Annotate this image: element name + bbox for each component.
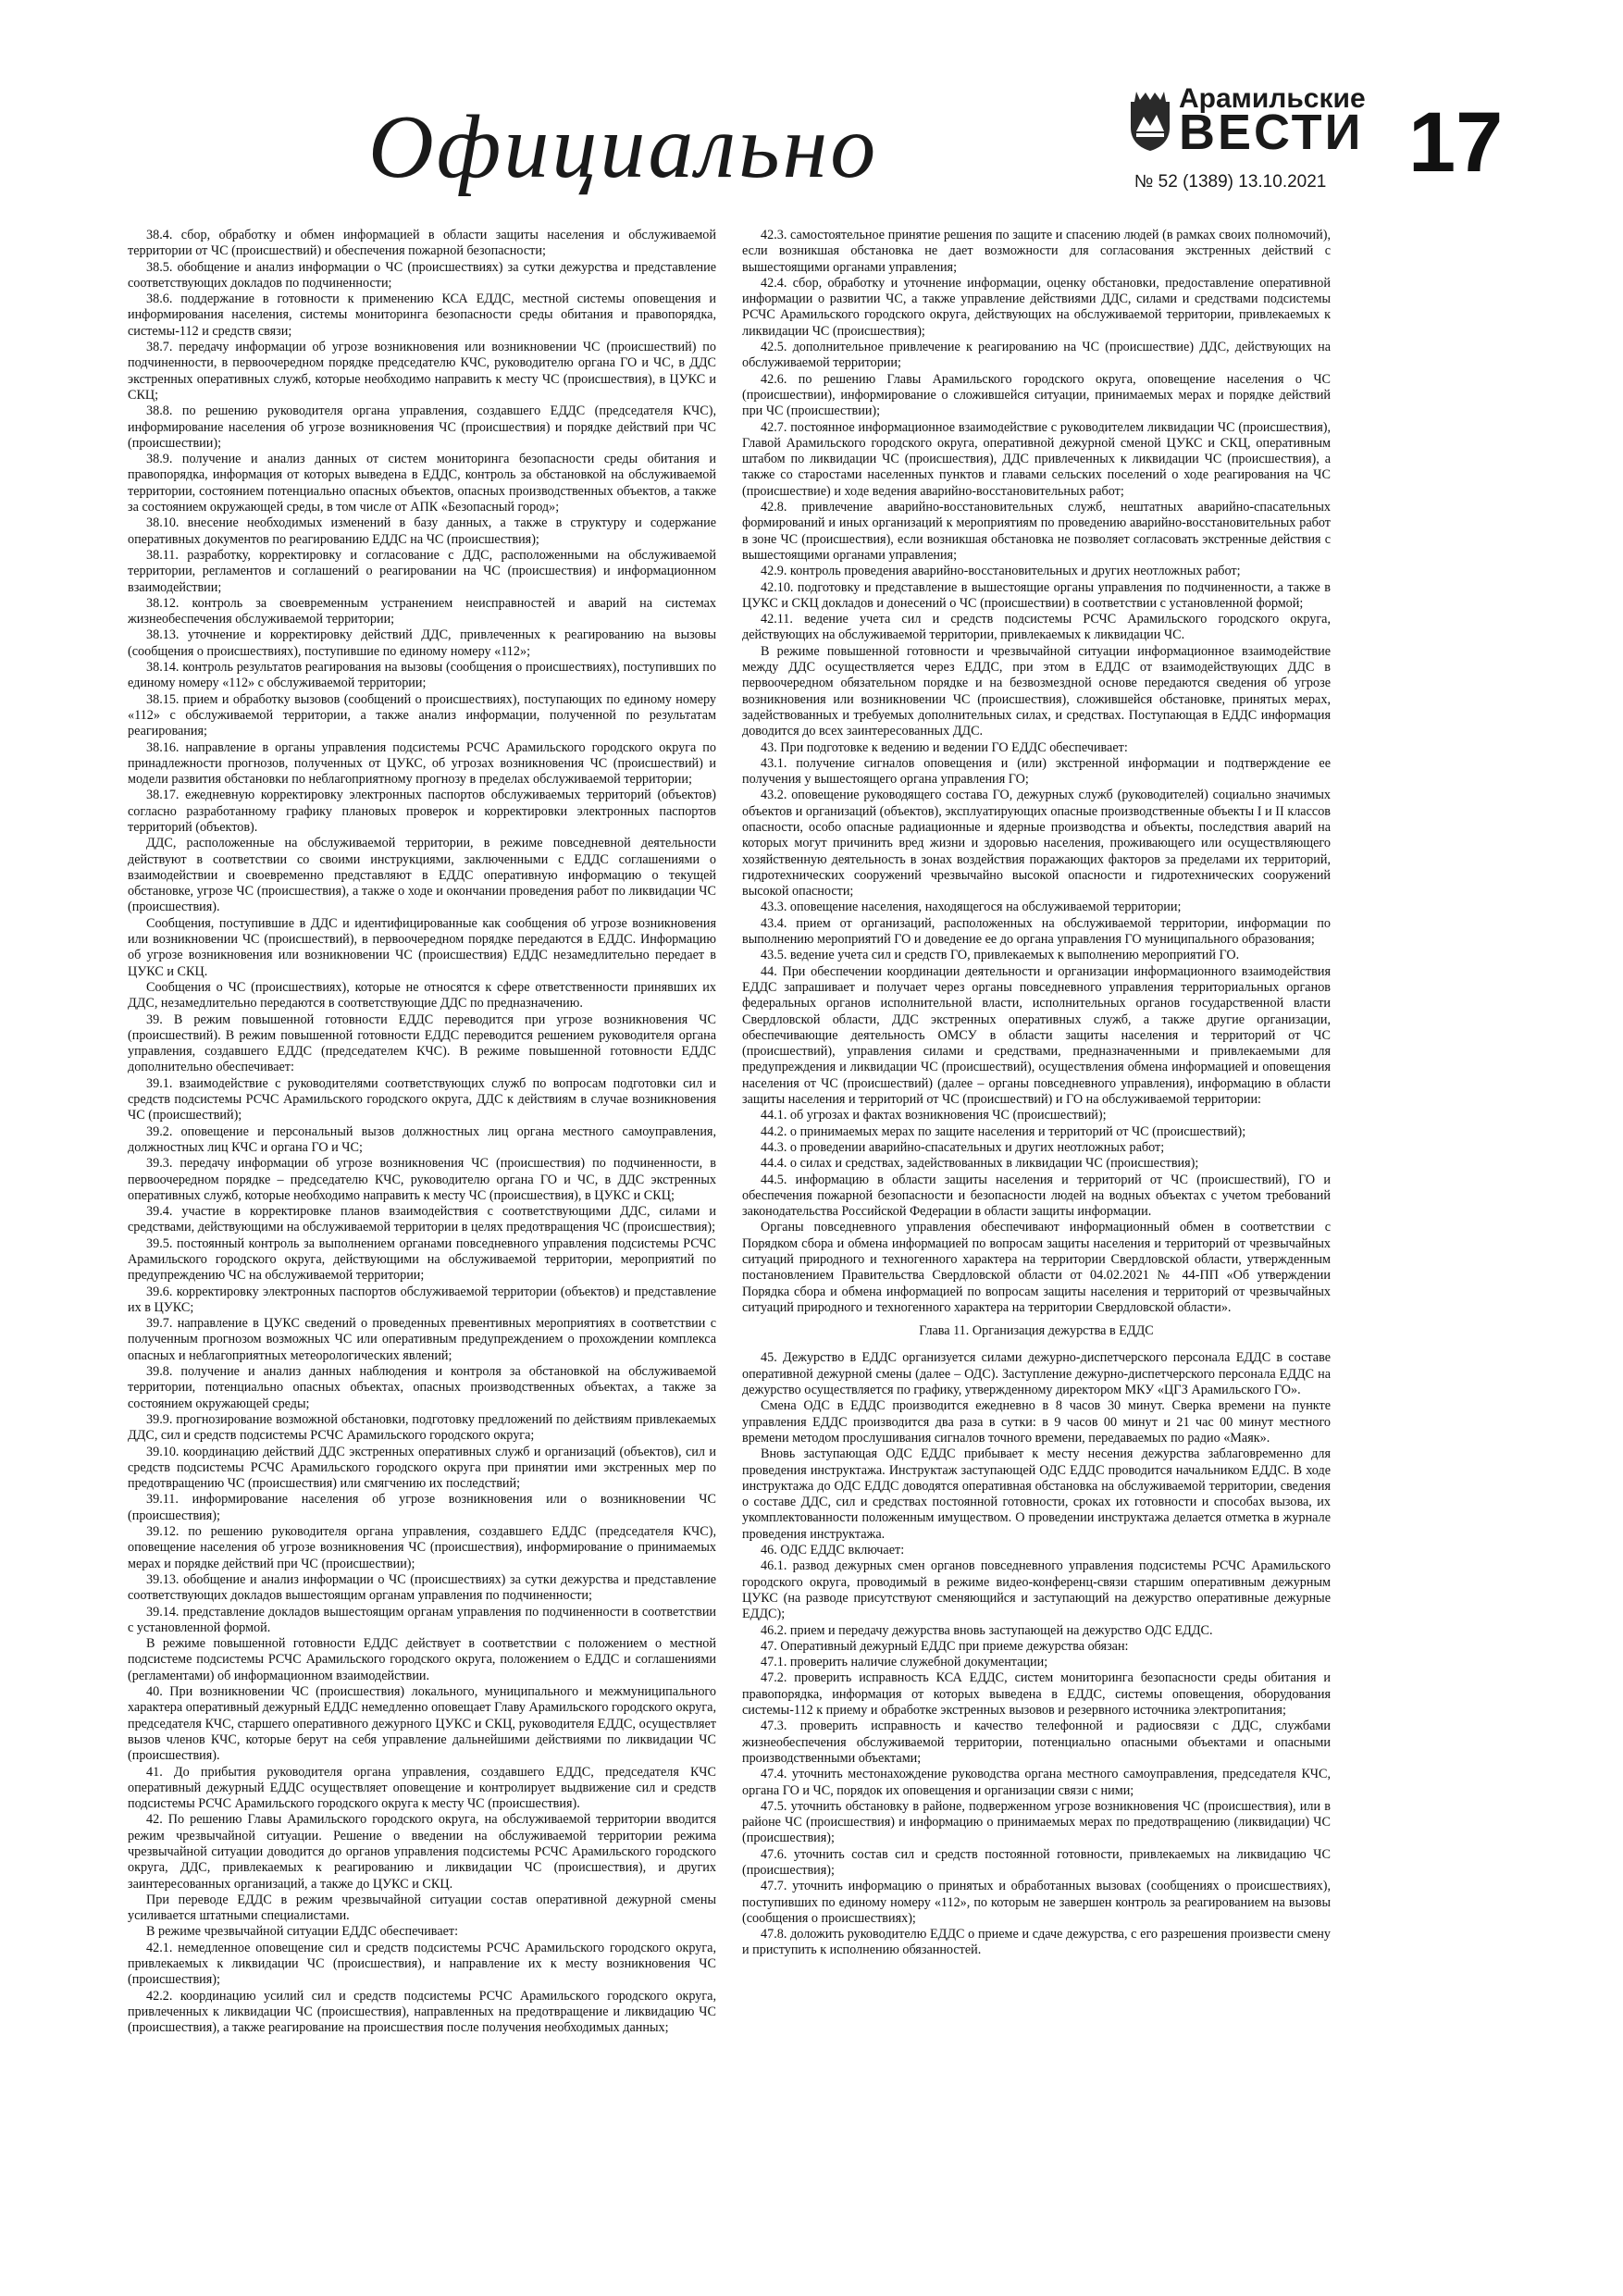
paragraph: 45. Дежурство в ЕДДС организуется силами дежурно-диспетчерского персонала ЕДДС в составе оперативной дежурной смены (далее – ОДС). Заступление дежурно-диспетчерского персонала ЕДДС на дежурство осуществляется по графику, утвержденному директором МКУ «ЦГЗ Арамильского ГО». [742,1350,1331,1398]
paragraph: 39.9. прогнозирование возможной обстановки, подготовку предложений по действиям привлекаемых ДДС, сил и средств подсистемы РСЧС Арамильского городского округа; [128,1411,716,1444]
paragraph: 39.8. получение и анализ данных наблюдения и контроля за обстановкой на обслуживаемой территории, потенциально опасных объектах, опасных производственных объектах, а также за состоянием окружающей среды; [128,1364,716,1411]
paragraph: 47.8. доложить руководителю ЕДДС о приеме и сдаче дежурства, с его разрешения произвести смену и приступить к исполнению обязанностей. [742,1927,1331,1958]
paragraph: 38.15. прием и обработку вызовов (сообщений о происшествиях), поступающих по единому номеру «112» с обслуживаемой территории, а также анализ информации, полученной по результатам реагирования; [128,691,716,739]
paragraph: 38.9. получение и анализ данных от систем мониторинга безопасности среды обитания и правопорядка, информация от которых выведена в ЕДДС, контроль за обстановкой на обслуживаемой территории, состоянием потенциально опасных объектов, опасных производственных объектов, а также за состоянием окружающей среды, в том числе от АПК «Безопасный город»; [128,452,716,515]
paragraph: Вновь заступающая ОДС ЕДДС прибывает к месту несения дежурства заблаговременно для проведения инструктажа. Инструктаж заступающей ОДС ЕДДС проводится начальником ЕДДС. В ходе инструктажа до ОДС ЕДДС доводятся оперативная обстановка на обслуживаемой территории, сведения о составе ДДС, сил и средствах постоянной готовности, сроках их готовности и способах вызова, их укомплектованности положенным имуществом. О проведении инструктажа делается отметка в журнале проведения инструктажа. [742,1446,1331,1542]
paragraph: 42.8. привлечение аварийно-восстановительных служб, нештатных аварийно-спасательных формирований и иных организаций к мероприятиям по проведению аварийно-восстановительных работ в зоне ЧС (происшествия), если возникшая обстановка не позволяет согласовать экстренные действия с вышестоящими органами управления; [742,500,1331,563]
paragraph: 38.8. по решению руководителя органа управления, создавшего ЕДДС (председателя КЧС), информирование населения об угрозе возникновения ЧС (происшествия) и порядке действий при ЧС (происшествии); [128,403,716,451]
paragraph: 39. В режим повышенной готовности ЕДДС переводится при угрозе возникновения ЧС (происшествий). В режим повышенной готовности ЕДДС переводится решением руководителя органа управления, создавшего ЕДДС (председателем КЧС). В режиме повышенной готовности ЕДДС дополнительно обеспечивает: [128,1011,716,1075]
paragraph: 38.11. разработку, корректировку и согласование с ДДС, расположенными на обслуживаемой территории, регламентов и соглашений о реагировании на ЧС (происшествия) и информационном взаимодействии; [128,547,716,595]
paragraph: 44.3. о проведении аварийно-спасательных и других неотложных работ; [761,1139,1165,1155]
right-column [742,228,1331,1959]
paragraph: 47.1. проверить наличие служебной документации; [761,1655,1048,1670]
paragraph: 38.17. ежедневную корректировку электронных паспортов обслуживаемых территорий (объектов) согласно разработанному графику плановых проверок и корректировки электронных паспортов территорий (объектов). [128,788,716,835]
paragraph: 41. До прибытия руководителя органа управления, создавшего ЕДДС, председателя КЧС оперативный дежурный ЕДДС осуществляет оповещение и контролирует выдвижение сил и средств подсистемы РСЧС Арамильского городского округа к месту ЧС (происшествия). [128,1764,716,1812]
newspaper-town: Арамильские [1179,83,1366,114]
paragraph: 44.4. о силах и средствах, задействованных в ликвидации ЧС (происшествия); [761,1156,1199,1172]
paragraph: 42.4. сбор, обработку и уточнение информации, оценку обстановки, предоставление оперативной информации о развитии ЧС, а также управление действиями ДДС, силами и средствами подсистемы РСЧС Арамильского городского округа, действующих на обслуживаемой территории, привлекаемых к ликвидации ЧС (происшествия); [742,275,1331,339]
paragraph: 39.2. оповещение и персональный вызов должностных лиц органа местного самоуправления, должностных лиц КЧС и органа ГО и ЧС; [128,1123,716,1155]
paragraph: 38.10. внесение необходимых изменений в базу данных, а также в структуру и содержание оперативных документов по реагированию ЕДДС на ЧС (происшествия); [128,515,716,547]
paragraph: Сообщения, поступившие в ДДС и идентифицированные как сообщения об угрозе возникновения или возникновении ЧС (происшествий), в первоочередном порядке передаются в ЕДДС. Информацию об угрозе возникновения или возникновении ЧС (происшествия) ЕДДС незамедлительно передает в ЦУКС и СКЦ. [128,915,716,979]
page-header [0,0,1623,227]
crest-icon [1127,89,1173,152]
newspaper-logo [1127,83,1405,194]
paragraph: 38.6. поддержание в готовности к применению КСА ЕДДС, местной системы оповещения и информирования населения, системы мониторинга безопасности среды обитания и правопорядка, системы-112 и средств связи; [128,292,716,339]
paragraph: 38.14. контроль результатов реагирования на вызовы (сообщения о происшествиях), поступивших по единому номеру «112» с обслуживаемой территории; [128,660,716,691]
paragraph: 39.3. передачу информации об угрозе возникновения ЧС (происшествия) по подчиненности, в первоочередном порядке – председателю КЧС, руководителю органа ГО и ЧС, в ДДС экстренных оперативных служб, которые необходимо направить к месту ЧС (происшествия), в ЦУКС и СКЦ; [128,1156,716,1203]
paragraph: 43.4. прием от организаций, расположенных на обслуживаемой территории, информации по выполнению мероприятий ГО и доведение ее до органа управления ГО муниципального образования; [742,915,1331,948]
paragraph: 44. При обеспечении координации деятельности и организации информационного взаимодействия ЕДДС запрашивает и получает через органы повседневного управления территориальных органов федеральных органов исполнительной власти, исполнительных органов государственной власти Свердловской области, ДДС экстренных оперативных служб, а также другие организации, обеспечивающие деятельность ОМСУ в области защиты населения и территорий от ЧС (происшествий), управления силами и средствами, предназначенными и привлекаемыми для предупреждения и ликвидации ЧС (происшествий), осуществления обмена информацией и оповещения населения от ЧС (происшествий) (далее – органы повседневного управления), информацию в области защиты населения и территорий от ЧС (происшествий) и ГО на обслуживаемой территории: [742,963,1331,1108]
paragraph: 39.13. обобщение и анализ информации о ЧС (происшествиях) за сутки дежурства и представление соответствующих докладов вышестоящим органам управления по подчиненности; [128,1571,716,1604]
paragraph: 47.5. уточнить обстановку в районе, подверженном угрозе возникновения ЧС (происшествия), или в районе ЧС (происшествия) и информацию о принимаемых мерах по предотвращению (ликвидации) ЧС (происшествия); [742,1798,1331,1846]
paragraph: 39.4. участие в корректировке планов взаимодействия с соответствующими ДДС, силами и средствами, действующими на обслуживаемой территории в целях предотвращения ЧС (происшествия); [128,1204,716,1235]
section-title: Официально [368,97,879,197]
left-column [128,228,716,2037]
newspaper-brand: ВЕСТИ [1179,105,1364,160]
paragraph: 47.7. уточнить информацию о принятых и обработанных вызовах (сообщениях о происшествиях), поступивших по единому номеру «112», по которым не завершен контроль за реагированием на вызовы (сообщения о происшествиях); [742,1879,1331,1926]
paragraph: 47.3. проверить исправность и качество телефонной и радиосвязи с ДДС, службами жизнеобеспечения обслуживаемой территории, потенциально опасными объектами и опасными производственными объектами; [742,1719,1331,1766]
paragraph: В режиме чрезвычайной ситуации ЕДДС обеспечивает: [146,1924,459,1940]
paragraph: 39.14. представление докладов вышестоящим органам управления по подчиненности в соответствии с установленной формой. [128,1604,716,1635]
right-column-top [742,228,1331,1316]
paragraph: 47.4. уточнить местонахождение руководства органа местного самоуправления, председателя КЧС, органа ГО и ЧС, порядок их оповещения и организации связи с ними; [742,1767,1331,1798]
paragraph: 46.2. прием и передачу дежурства вновь заступающей на дежурство ОДС ЕДДС. [761,1622,1213,1638]
right-column-bottom [742,1350,1331,1958]
paragraph: 43.2. оповещение руководящего состава ГО, дежурных служб (руководителей) социально значимых объектов и организаций (объектов), эксплуатирующих опасные производственные объекты I и II классов опасности, особо опасные радиационные и ядерные производства и объекты, последствия аварий на которых могут причинить вред жизни и здоровью населения, проживающего или осуществляющего хозяйственную деятельность в зонах воздействия поражающих факторов за пределами их территорий, гидротехнических сооружений чрезвычайно высокой опасности и гидротехнических сооружений высокой опасности; [742,788,1331,900]
paragraph: 42.6. по решению Главы Арамильского городского округа, оповещение населения о ЧС (происшествии), информирование о сложившейся ситуации, принимаемых мерах и порядке действий при ЧС (происшествии); [742,371,1331,419]
paragraph: 47.2. проверить исправность КСА ЕДДС, систем мониторинга безопасности среды обитания и правопорядка, информация от которых выведена в ЕДДС, системы оповещения, оборудования системы-112 к приему и обработке экстренных вызовов и резервного источника электропитания; [742,1670,1331,1719]
paragraph: 39.12. по решению руководителя органа управления, создавшего ЕДДС (председателя КЧС), оповещение населения об угрозе возникновения ЧС (происшествия), информирование о принимаемых мерах и порядке действий при ЧС (происшествии); [128,1524,716,1571]
paragraph: 44.2. о принимаемых мерах по защите населения и территорий от ЧС (происшествий); [761,1123,1246,1139]
paragraph: 39.11. информирование населения об угрозе возникновения или о возникновении ЧС (происшествия); [128,1492,716,1523]
paragraph: 38.16. направление в органы управления подсистемы РСЧС Арамильского городского округа по принадлежности прогнозов, полученных от ЦУКС, об угрозах возникновения ЧС (происшествий) и модели развития обстановки по неблагоприятному прогнозу в пределах обслуживаемой территории; [128,739,716,788]
paragraph: 43. При подготовке к ведению и ведении ГО ЕДДС обеспечивает: [761,739,1128,755]
paragraph: 39.6. корректировку электронных паспортов обслуживаемой территории (объектов) и представление их в ЦУКС; [128,1284,716,1315]
paragraph: 43.1. получение сигналов оповещения и (или) экстренной информации и подтверждение ее получения у вышестоящего органа управления ГО; [742,755,1331,788]
paragraph: В режиме повышенной готовности ЕДДС действует в соответствии с положением о местной подсистеме подсистемы РСЧС Арамильского городского округа, положением о ЕДДС и соглашениями (регламентами) об информационном взаимодействии. [128,1636,716,1683]
paragraph: 42. По решению Главы Арамильского городского округа, на обслуживаемой территории вводится режим чрезвычайной ситуации. Решение о введении на обслуживаемой территории режима чрезвычайной ситуации доводится до органов управления подсистемы РСЧС Арамильского городского округа, ДДС, привлекаемых к реагированию и ликвидации ЧС (происшествия), и других заинтересованных организаций, а также до ЦУКС и СКЦ. [128,1812,716,1892]
paragraph: 46. ОДС ЕДДС включает: [761,1543,905,1558]
paragraph: 38.4. сбор, обработку и обмен информацией в области защиты населения и обслуживаемой территории от ЧС (происшествий) и обеспечения пожарной безопасности; [128,228,716,259]
paragraph: При переводе ЕДДС в режим чрезвычайной ситуации состав оперативной дежурной смены усиливается штатными специалистами. [128,1892,716,1924]
paragraph: 42.10. подготовку и представление в вышестоящие органы управления по подчиненности, а также в ЦУКС и СКЦ докладов и донесений о ЧС (происшествии) в соответствии с установленной формой; [742,579,1331,611]
paragraph: 38.5. обобщение и анализ информации о ЧС (происшествиях) за сутки дежурства и представление соответствующих докладов по подчиненности; [128,259,716,291]
paragraph: 39.10. координацию действий ДДС экстренных оперативных служб и организаций (объектов), сил и средств подсистемы РСЧС Арамильского городского округа при принятии ими экстренных мер по предотвращению ЧС (происшествия) или смягчению их последствий; [128,1444,716,1492]
paragraph: 44.5. информацию в области защиты населения и территорий от ЧС (происшествий), ГО и обеспечения пожарной безопасности и безопасности людей на водных объектах с учетом требований законодательства Российской Федерации в области защиты информации. [742,1172,1331,1220]
paragraph: 47.6. уточнить состав сил и средств постоянной готовности, привлекаемых на ликвидацию ЧС (происшествия); [742,1846,1331,1878]
page-number: 17 [1408,95,1504,190]
paragraph: 38.7. передачу информации об угрозе возникновения или возникновении ЧС (происшествий) по подчиненности, в первоочередном порядке председателю КЧС, руководителю органа ГО и ЧС, в ДДС экстренных оперативных служб, которые необходимо направить к месту ЧС (происшествия), в ЦУКС и СКЦ; [128,340,716,403]
paragraph: 39.5. постоянный контроль за выполнением органами повседневного управления подсистемы РСЧС Арамильского городского округа, действующими на обслуживаемой территории, мероприятий по предупреждению ЧС на обслуживаемой территории; [128,1235,716,1284]
paragraph: 42.7. постоянное информационное взаимодействие с руководителем ликвидации ЧС (происшествия), Главой Арамильского городского округа, оперативной дежурной сменой ЦУКС и СКЦ, оперативным штабом по ликвидации ЧС (происшествия), ДДС привлеченных к ликвидации ЧС (происшествия), а также со старостами населенных пунктов и главами сельских поселений о ходе реагирования на ЧС (происшествие) и ходе ведения аварийно-восстановительных работ; [742,419,1331,499]
paragraph: 46.1. развод дежурных смен органов повседневного управления подсистемы РСЧС Арамильского городского округа, проводимый в режиме видео-конференц-связи старшим оперативным дежурным ЦУКС (на разводе присутствуют сменяющийся и заступающий на дежурство оперативные дежурные ЕДДС); [742,1558,1331,1622]
paragraph: 42.3. самостоятельное принятие решения по защите и спасению людей (в рамках своих полномочий), если возникшая обстановка не дает возможности для согласования экстренных действий с вышестоящими органами управления; [742,228,1331,275]
paragraph: 47. Оперативный дежурный ЕДДС при приеме дежурства обязан: [761,1638,1129,1654]
paragraph: 44.1. об угрозах и фактах возникновения ЧС (происшествий); [761,1108,1107,1123]
issue-info: № 52 (1389) 13.10.2021 [1134,172,1327,192]
paragraph: 38.13. уточнение и корректировку действий ДДС, привлеченных к реагированию на вызовы (сообщения о происшествиях), поступившие по единому номеру «112»; [128,627,716,659]
paragraph: 39.1. взаимодействие с руководителями соответствующих служб по вопросам подготовки сил и средств подсистемы РСЧС Арамильского городского округа, ДДС к действиям в случае возникновения ЧС (происшествий); [128,1075,716,1123]
paragraph: 40. При возникновении ЧС (происшествия) локального, муниципального и межмуниципального характера оперативный дежурный ЕДДС немедленно оповещает Главу Арамильского городского округа, председателя КЧС, старшего оперативного дежурного ЦУКС и СКЦ, руководителя ЕДДС, осуществляет вызов членов КЧС, которые берут на себя управление дальнейшими действиями по ликвидации ЧС (происшествия). [128,1684,716,1764]
paragraph: Органы повседневного управления обеспечивают информационный обмен в соответствии с Порядком сбора и обмена информацией по вопросам защиты населения и территорий от чрезвычайных ситуаций природного и техногенного характера на территории Свердловской области, утвержденным постановлением Правительства Свердловской области от 04.02.2021 № 44-ПП «Об утверждении Порядка сбора и обмена информацией по вопросам защиты населения и территорий от чрезвычайных ситуаций природного и техногенного характера на территории Свердловской области». [742,1220,1331,1315]
paragraph: 43.3. оповещение населения, находящегося на обслуживаемой территории; [761,900,1182,915]
paragraph: 42.5. дополнительное привлечение к реагированию на ЧС (происшествие) ДДС, действующих на обслуживаемой территории; [742,340,1331,371]
paragraph: Сообщения о ЧС (происшествиях), которые не относятся к сфере ответственности принявших их ДДС, незамедлительно передаются в соответствующие ДДС по предназначению. [128,979,716,1011]
paragraph: Смена ОДС в ЕДДС производится ежедневно в 8 часов 30 минут. Сверка времени на пункте управления ЕДДС производится два раза в сутки: в 9 часов 00 минут и 21 час 00 минут местного времени методом прослушивания сигналов точного времени, передаваемых по радио «Маяк». [742,1398,1331,1446]
paragraph: 42.2. координацию усилий сил и средств подсистемы РСЧС Арамильского городского округа, привлеченных к ликвидации ЧС (происшествия), направленных на предотвращение и ликвидацию ЧС (происшествия), а также реагирование на происшествия после получения необходимых данных; [128,1988,716,2036]
paragraph: 39.7. направление в ЦУКС сведений о проведенных превентивных мероприятиях в соответствии с полученным прогнозом возможных ЧС или оперативным предупреждением о прохождении комплекса опасных и неблагоприятных метеорологических явлений; [128,1316,716,1363]
paragraph: 42.9. контроль проведения аварийно-восстановительных и других неотложных работ; [761,564,1241,579]
paragraph: ДДС, расположенные на обслуживаемой территории, в режиме повседневной деятельности действуют в соответствии со своими инструкциями, заключенными с ЕДДС соглашениями о взаимодействии и своевременно представляют в ЕДДС оперативную информацию о текущей обстановке, угрозе ЧС (происшествия), а также о ходе и окончании проведения работ по ликвидации ЧС (происшествия). [128,836,716,915]
paragraph: 38.12. контроль за своевременным устранением неисправностей и аварий на системах жизнеобеспечения обслуживаемой территории; [128,595,716,627]
paragraph: В режиме повышенной готовности и чрезвычайной ситуации информационное взаимодействие между ДДС осуществляется через ЕДДС, при этом в ЕДДС от взаимодействующих ДДС в первоочередном обязательном порядке и на безвозмездной основе передаются сведения об угрозе возникновения или возникновении ЧС (происшествия), сложившейся обстановке, принятых мерах, задействованных и требуемых дополнительных силах, и средствах. Поступающая в ЕДДС информация доводится до всех заинтересованных ДДС. [742,643,1331,739]
paragraph: 43.5. ведение учета сил и средств ГО, привлекаемых к выполнению мероприятий ГО. [761,948,1240,963]
chapter-heading: Глава 11. Организация дежурства в ЕДДС [919,1323,1154,1339]
paragraph: 42.1. немедленное оповещение сил и средств подсистемы РСЧС Арамильского городского округа, привлекаемых к ликвидации ЧС (происшествия), и направление их к месту возникновения ЧС (происшествия); [128,1940,716,1988]
paragraph: 42.11. ведение учета сил и средств подсистемы РСЧС Арамильского городского округа, действующих на обслуживаемой территории, привлекаемых к ликвидации ЧС. [742,612,1331,643]
